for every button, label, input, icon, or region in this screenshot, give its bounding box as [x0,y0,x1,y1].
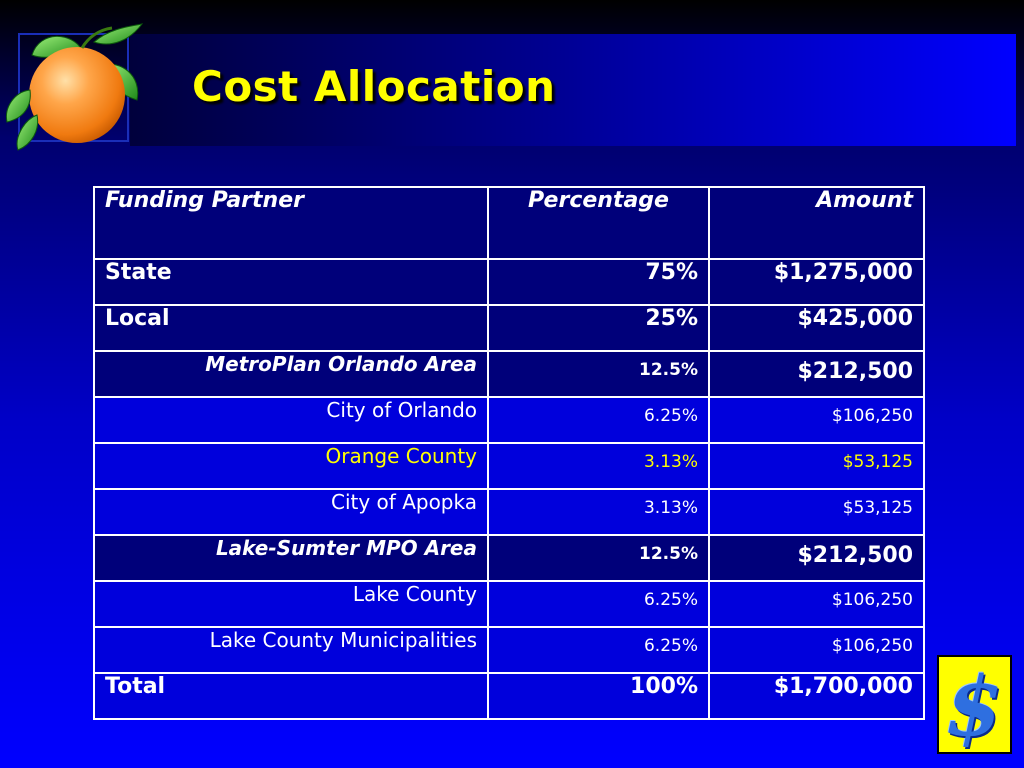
percentage-cell: 12.5% [488,535,709,581]
percentage-cell: 75% [488,259,709,305]
dollar-glyph: $ [935,659,1014,755]
partner-cell: State [94,259,488,305]
table-row [94,489,924,535]
partner-cell: Lake County Municipalities [94,627,488,673]
partner-cell: Local [94,305,488,351]
page-title: Cost Allocation [192,62,556,111]
total-percentage: 100% [488,673,709,719]
table-row [94,397,924,443]
partner-cell: City of Orlando [94,397,488,443]
amount-cell: $53,125 [709,443,924,489]
partner-cell: City of Apopka [94,489,488,535]
percentage-cell: 6.25% [488,581,709,627]
percentage-cell: 12.5% [488,351,709,397]
table-row [94,581,924,627]
amount-cell: $106,250 [709,627,924,673]
amount-cell: $1,275,000 [709,259,924,305]
amount-cell: $212,500 [709,351,924,397]
total-row [94,673,924,719]
table-header-row [94,187,924,259]
cost-allocation-table [93,186,925,720]
table-row [94,351,924,397]
header-funding-partner: Funding Partner [94,187,488,259]
percentage-cell: 6.25% [488,627,709,673]
percentage-cell: 3.13% [488,489,709,535]
table-row [94,443,924,489]
amount-cell: $106,250 [709,397,924,443]
percentage-cell: 6.25% [488,397,709,443]
orange-with-leaves-icon [2,20,152,160]
header-amount: Amount [709,187,924,259]
table-row [94,259,924,305]
partner-cell: Orange County [94,443,488,489]
amount-cell: $212,500 [709,535,924,581]
partner-cell: Lake-Sumter MPO Area [94,535,488,581]
table-row [94,627,924,673]
header-percentage: Percentage [488,187,709,259]
total-label: Total [94,673,488,719]
total-amount: $1,700,000 [709,673,924,719]
percentage-cell: 3.13% [488,443,709,489]
amount-cell: $106,250 [709,581,924,627]
percentage-cell: 25% [488,305,709,351]
amount-cell: $53,125 [709,489,924,535]
partner-cell: MetroPlan Orlando Area [94,351,488,397]
table-row [94,535,924,581]
dollar-sign-icon [937,655,1012,754]
amount-cell: $425,000 [709,305,924,351]
partner-cell: Lake County [94,581,488,627]
table-row [94,305,924,351]
